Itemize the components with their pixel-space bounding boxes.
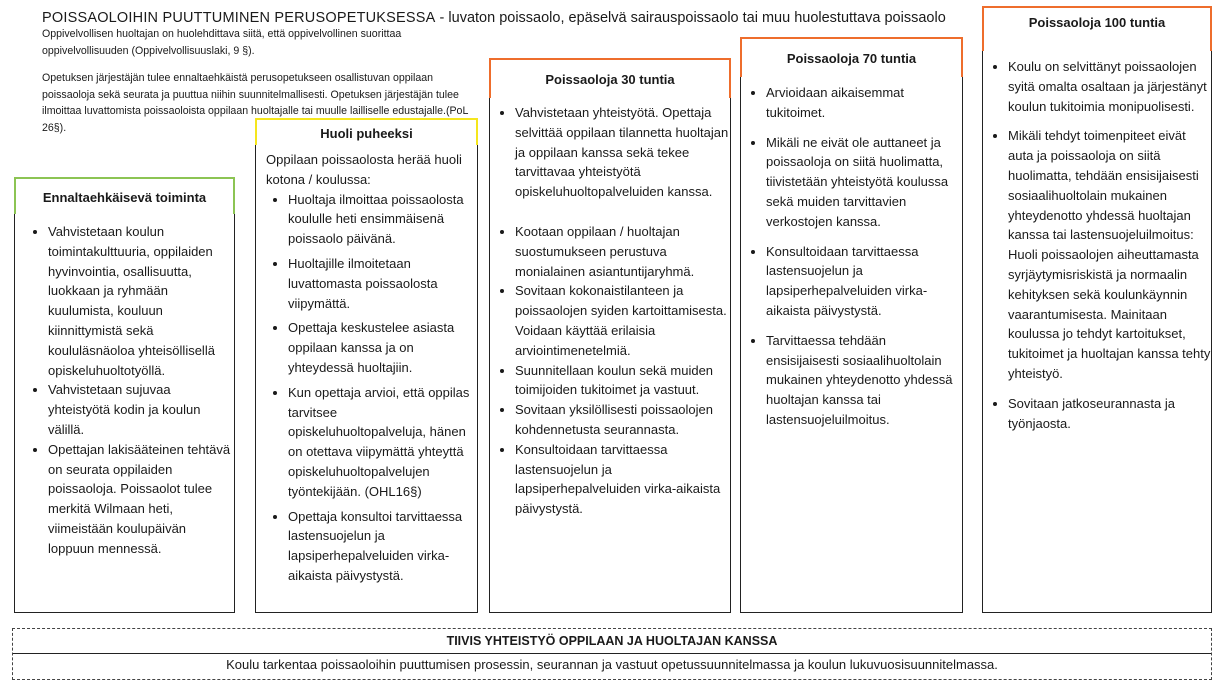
list-item: • Konsultoidaan tarvittaessa lastensuojelun ja lapsiperhepalveluiden virka-aikaista päivystystä. [515, 440, 730, 519]
list-item: • Arvioidaan aikaisemmat tukitoimet. [766, 83, 962, 123]
list-item: • Huoltajille ilmoitetaan luvattomasta poissaolosta viipymättä. [288, 254, 477, 313]
page-title-sub: - luvaton poissaolo, epäselvä sairauspoissaolo tai muu huolestuttava poissaolo [435, 10, 946, 26]
heading-70-hours-label: Poissaoloja 70 tuntia [786, 50, 917, 66]
intro-paragraph-2: Opetuksen järjestäjän tulee ennaltaehkäistä perusopetukseen osallistuvan oppilaan poissaoloja sekä seurata ja puuttua niihin suunnitelmallisesti. Opetuksen järjestäjän tulee ilmoittaa luvattomista poissaoloista oppilaan huoltajalle tai muulle lailliselle edustajalle.(PoL 26§). [42, 72, 468, 134]
heading-prevention-label: Ennaltaehkäisevä toiminta [42, 189, 207, 205]
column-70-hours [740, 77, 963, 613]
hours-100-list [983, 57, 1211, 433]
list-item: • Sovitaan kokonaistilanteen ja poissaolojen syiden kartoittamisesta. Voidaan käyttää erilaisia arviointimenetelmiä. [515, 281, 730, 360]
list-item: • Mikäli ne eivät ole auttaneet ja poissaoloja on siitä huolimatta, tiivistetään yhteistyötä koulussa sekä muiden tarvittavien verkostojen kanssa. [766, 133, 962, 232]
list-item: • Vahvistetaan koulun toimintakulttuuria, oppilaiden hyvinvointia, osallisuutta, luokkaan ja ryhmään kuulumista, kouluun kiinnittymistä sekä koululäsnäoloa yhteisöllisellä opiskeluhuoltotyöllä. [48, 222, 234, 380]
heading-30-hours-label: Poissaoloja 30 tuntia [545, 71, 675, 87]
list-item: • Sovitaan yksilöllisesti poissaolojen kohdennetusta seurannasta. [515, 400, 730, 440]
prevention-list [15, 222, 234, 559]
cooperation-text: Koulu tarkentaa poissaoloihin puuttumisen prosessin, seurannan ja vastuut opetussuunnitelmassa ja koulun lukuvuosisuunnitelmassa. [13, 653, 1211, 676]
heading-concern-label: Huoli puheeksi [320, 125, 413, 141]
hours-70-list [741, 83, 962, 430]
page-title [42, 8, 946, 28]
heading-100-hours [982, 6, 1212, 53]
list-item: • Konsultoidaan tarvittaessa lastensuojelun ja lapsiperhepalveluiden virka-aikaista päivystystä. [766, 242, 962, 321]
heading-70-hours [740, 37, 963, 79]
column-concern [255, 145, 478, 613]
heading-concern [255, 118, 478, 148]
list-item: • Vahvistetaan sujuvaa yhteistyötä kodin ja koulun välillä. [48, 380, 234, 439]
cooperation-box [12, 628, 1212, 680]
list-item: • Tarvittaessa tehdään ensisijaisesti sosiaalihuoltolain mukainen yhteydenotto yhdessä huoltajan kanssa tai lastensuojeluilmoitus. [766, 331, 962, 430]
heading-100-hours-label: Poissaoloja 100 tuntia [1028, 15, 1166, 30]
page-title-main: POISSAOLOIHIN PUUTTUMINEN PERUSOPETUKSESSA [42, 10, 436, 26]
intro-paragraph-1: Oppivelvollisen huoltajan on huolehdittava siitä, että oppivelvollinen suorittaa oppivelvollisuuden (Oppivelvollisuuslaki, 9 §). [42, 28, 402, 57]
list-item: • Sovitaan jatkoseurannasta ja työnjaosta. [1008, 394, 1211, 434]
cooperation-title: TIIVIS YHTEISTYÖ OPPILAAN JA HUOLTAJAN KANSSA [446, 634, 778, 648]
list-item: • Suunnitellaan koulun sekä muiden toimijoiden tukitoimet ja vastuut. [515, 361, 730, 401]
list-item: • Huoltaja ilmoittaa poissaolosta koululle heti ensimmäisenä poissaolo päivänä. [288, 190, 477, 249]
concern-list [256, 190, 477, 586]
list-item: • Opettaja keskustelee asiasta oppilaan kanssa ja on yhteydessä huoltajiin. [288, 318, 477, 377]
list-item: • Vahvistetaan yhteistyötä. Opettaja selvittää oppilaan tilannetta huoltajan ja oppilaan kanssa sekä tekee tarvittavaa yhteistyötä opiskeluhuoltopalveluiden kanssa. [515, 103, 730, 202]
list-item: • Kun opettaja arvioi, että oppilas tarvitsee opiskeluhuoltopalveluja, hänen on otettava viipymättä yhteyttä opiskeluhuoltopalvelujen työntekijään. (OHL16§) [288, 383, 477, 502]
column-30-hours [489, 98, 731, 613]
hours-30-list [490, 103, 730, 519]
column-100-hours [982, 51, 1212, 613]
list-item: • Mikäli tehdyt toimenpiteet eivät auta ja poissaoloja on siitä huolimatta, tehdään ensisijaisesti sosiaalihuoltolain mukainen yhteydenotto yhdessä huoltajan kanssa tai lastensuojeluilmoitus: Huoli poissaolojen aiheuttamasta syrjäytymisriskistä ja normaalin kehityksen sekä koulunkäynnin vaarantumisesta. Mainitaan koulussa jo tehdyt kartoitukset, tukitoimet ja huoltajan kanssa tehty yhteistyö. [1008, 126, 1211, 383]
list-item: • Opettaja konsultoi tarvittaessa lastensuojelun ja lapsiperhepalveluiden virka-aikaista päivystystä. [288, 507, 477, 586]
column-prevention [14, 214, 235, 613]
list-item: • Koulu on selvittänyt poissaolojen syitä omalta osaltaan ja järjestänyt koulun tukitoimia monipuolisesti. [1008, 57, 1211, 116]
concern-lead: Oppilaan poissaolosta herää huoli kotona / koulussa: [266, 152, 462, 187]
list-item: • Opettajan lakisääteinen tehtävä on seurata oppilaiden poissaoloja. Poissaolot tulee merkitä Wilmaan heti, viimeistään koulupäivän loppuun mennessä. [48, 440, 234, 559]
heading-30-hours [489, 58, 731, 100]
heading-prevention [14, 177, 235, 217]
list-item: • Kootaan oppilaan / huoltajan suostumukseen perustuva monialainen asiantuntijaryhmä. [515, 222, 730, 281]
